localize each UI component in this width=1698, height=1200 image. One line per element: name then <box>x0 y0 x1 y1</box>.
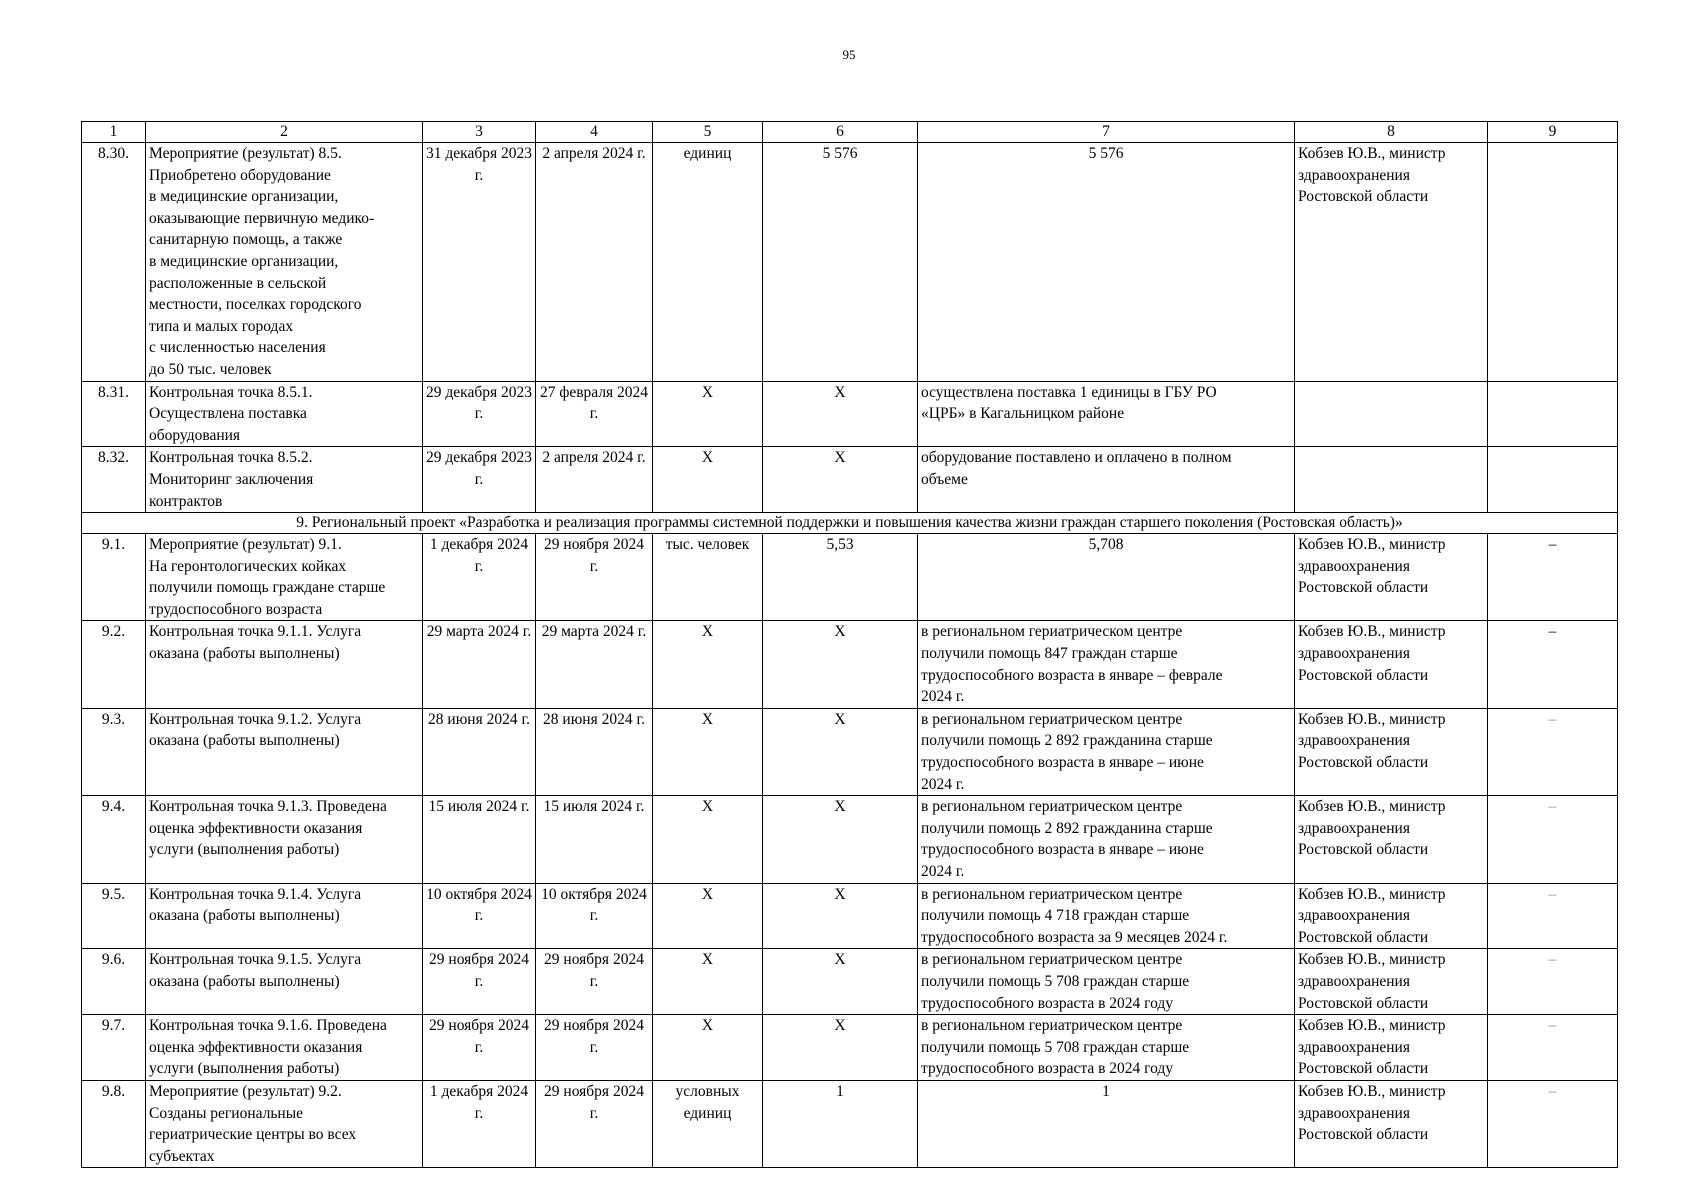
table-row <box>82 534 1618 621</box>
cell-row-number: 9.4. <box>82 796 146 883</box>
table-row <box>82 949 1618 1015</box>
cell-actual-value: 5 576 <box>918 143 1295 382</box>
cell-row-number: 8.32. <box>82 447 146 513</box>
cell-unit: X <box>653 381 763 447</box>
cell-planned-date: 29 ноября 2024 г. <box>423 949 536 1015</box>
cell-planned-value: X <box>763 447 918 513</box>
cell-planned-value: 5 576 <box>763 143 918 382</box>
cell-unit: единиц <box>653 143 763 382</box>
cell-unit: условных единиц <box>653 1080 763 1167</box>
table-row <box>82 1080 1618 1167</box>
cell-actual-date: 2 апреля 2024 г. <box>536 143 653 382</box>
cell-actual-value: в региональном гериатрическом центре получили помощь 847 граждан старше трудоспособного возраста в январе – феврале 2024 г. <box>918 621 1295 708</box>
cell-actual-date: 15 июля 2024 г. <box>536 796 653 883</box>
cell-planned-date: 10 октября 2024 г. <box>423 883 536 949</box>
cell-actual-date: 2 апреля 2024 г. <box>536 447 653 513</box>
cell-row-name: Мероприятие (результат) 9.2. Созданы региональные гериатрические центры во всех субъектах <box>146 1080 423 1167</box>
table-row <box>82 796 1618 883</box>
cell-responsible-person: Кобзев Ю.В., министр здравоохранения Ростовской области <box>1295 883 1488 949</box>
cell-responsible-person: Кобзев Ю.В., министр здравоохранения Ростовской области <box>1295 949 1488 1015</box>
column-header: 7 <box>918 122 1295 143</box>
report-table <box>81 121 1618 1168</box>
column-header-row <box>82 122 1618 143</box>
cell-row-number: 9.2. <box>82 621 146 708</box>
cell-planned-date: 1 декабря 2024 г. <box>423 534 536 621</box>
cell-row-number: 9.5. <box>82 883 146 949</box>
cell-unit: X <box>653 447 763 513</box>
cell-responsible-person: Кобзев Ю.В., министр здравоохранения Ростовской области <box>1295 1015 1488 1081</box>
cell-actual-value: 5,708 <box>918 534 1295 621</box>
column-header: 8 <box>1295 122 1488 143</box>
page-number: 95 <box>842 47 856 62</box>
cell-unit: X <box>653 883 763 949</box>
cell-note: – <box>1488 796 1618 883</box>
column-header: 9 <box>1488 122 1618 143</box>
cell-responsible-person: Кобзев Ю.В., министр здравоохранения Ростовской области <box>1295 796 1488 883</box>
table-row <box>82 621 1618 708</box>
cell-responsible-person: Кобзев Ю.В., министр здравоохранения Ростовской области <box>1295 534 1488 621</box>
cell-planned-value: X <box>763 883 918 949</box>
cell-unit: X <box>653 708 763 795</box>
cell-row-name: Контрольная точка 9.1.2. Услуга оказана (работы выполнены) <box>146 708 423 795</box>
cell-note: – <box>1488 1080 1618 1167</box>
cell-row-number: 9.8. <box>82 1080 146 1167</box>
cell-unit: X <box>653 621 763 708</box>
cell-note: – <box>1488 534 1618 621</box>
cell-planned-date: 15 июля 2024 г. <box>423 796 536 883</box>
cell-row-name: Мероприятие (результат) 9.1. На геронтологических койках получили помощь граждане старше трудоспособного возраста <box>146 534 423 621</box>
cell-planned-value: X <box>763 708 918 795</box>
cell-row-name: Контрольная точка 9.1.4. Услуга оказана (работы выполнены) <box>146 883 423 949</box>
cell-actual-value: в региональном гериатрическом центре получили помощь 2 892 гражданина старше трудоспособного возраста в январе – июне 2024 г. <box>918 796 1295 883</box>
cell-note <box>1488 381 1618 447</box>
cell-row-number: 9.7. <box>82 1015 146 1081</box>
cell-unit: X <box>653 949 763 1015</box>
cell-actual-value: осуществлена поставка 1 единицы в ГБУ РО «ЦРБ» в Кагальницком районе <box>918 381 1295 447</box>
cell-row-name: Контрольная точка 8.5.1. Осуществлена поставка оборудования <box>146 381 423 447</box>
column-header: 4 <box>536 122 653 143</box>
table-row <box>82 1015 1618 1081</box>
cell-responsible-person: Кобзев Ю.В., министр здравоохранения Ростовской области <box>1295 708 1488 795</box>
cell-row-name: Мероприятие (результат) 8.5. Приобретено оборудование в медицинские организации, оказывающие первичную медико- санитарную помощь, а также в медицинские организации, расположенные в сельской местности, поселках городского типа и малых городах с численностью населения до 50 тыс. человек <box>146 143 423 382</box>
cell-planned-value: 5,53 <box>763 534 918 621</box>
cell-row-number: 8.31. <box>82 381 146 447</box>
cell-row-name: Контрольная точка 9.1.1. Услуга оказана (работы выполнены) <box>146 621 423 708</box>
cell-row-name: Контрольная точка 9.1.6. Проведена оценка эффективности оказания услуги (выполнения работы) <box>146 1015 423 1081</box>
cell-planned-value: X <box>763 381 918 447</box>
cell-responsible-person <box>1295 381 1488 447</box>
table-row <box>82 708 1618 795</box>
cell-planned-value: 1 <box>763 1080 918 1167</box>
table-row <box>82 883 1618 949</box>
cell-actual-value: 1 <box>918 1080 1295 1167</box>
cell-actual-date: 29 ноября 2024 г. <box>536 1015 653 1081</box>
cell-note <box>1488 143 1618 382</box>
cell-note: – <box>1488 949 1618 1015</box>
column-header: 5 <box>653 122 763 143</box>
cell-planned-value: X <box>763 949 918 1015</box>
cell-row-name: Контрольная точка 9.1.5. Услуга оказана (работы выполнены) <box>146 949 423 1015</box>
cell-note <box>1488 447 1618 513</box>
cell-planned-value: X <box>763 796 918 883</box>
cell-actual-value: в региональном гериатрическом центре получили помощь 2 892 гражданина старше трудоспособного возраста в январе – июне 2024 г. <box>918 708 1295 795</box>
cell-actual-value: в региональном гериатрическом центре получили помощь 4 718 граждан старше трудоспособного возраста за 9 месяцев 2024 г. <box>918 883 1295 949</box>
column-header: 3 <box>423 122 536 143</box>
table-row <box>82 447 1618 513</box>
cell-note: – <box>1488 883 1618 949</box>
cell-unit: тыс. человек <box>653 534 763 621</box>
cell-actual-date: 29 ноября 2024 г. <box>536 949 653 1015</box>
cell-planned-value: X <box>763 1015 918 1081</box>
cell-planned-date: 31 декабря 2023 г. <box>423 143 536 382</box>
cell-row-number: 8.30. <box>82 143 146 382</box>
section-title: 9. Региональный проект «Разработка и реализация программы системной поддержки и повышения качества жизни граждан старшего поколения (Ростовская область)» <box>82 513 1618 534</box>
cell-responsible-person <box>1295 447 1488 513</box>
cell-actual-date: 28 июня 2024 г. <box>536 708 653 795</box>
section-row <box>82 513 1618 534</box>
cell-responsible-person: Кобзев Ю.В., министр здравоохранения Ростовской области <box>1295 1080 1488 1167</box>
cell-responsible-person: Кобзев Ю.В., министр здравоохранения Ростовской области <box>1295 621 1488 708</box>
cell-unit: X <box>653 796 763 883</box>
cell-note: – <box>1488 708 1618 795</box>
table-row <box>82 143 1618 382</box>
cell-row-number: 9.1. <box>82 534 146 621</box>
cell-actual-date: 29 марта 2024 г. <box>536 621 653 708</box>
cell-planned-date: 1 декабря 2024 г. <box>423 1080 536 1167</box>
cell-note: – <box>1488 621 1618 708</box>
cell-actual-date: 29 ноября 2024 г. <box>536 534 653 621</box>
table-row <box>82 381 1618 447</box>
cell-planned-value: X <box>763 621 918 708</box>
column-header: 1 <box>82 122 146 143</box>
cell-responsible-person: Кобзев Ю.В., министр здравоохранения Ростовской области <box>1295 143 1488 382</box>
cell-note: – <box>1488 1015 1618 1081</box>
cell-row-number: 9.3. <box>82 708 146 795</box>
column-header: 6 <box>763 122 918 143</box>
cell-row-name: Контрольная точка 9.1.3. Проведена оценка эффективности оказания услуги (выполнения работы) <box>146 796 423 883</box>
cell-planned-date: 29 декабря 2023 г. <box>423 447 536 513</box>
cell-row-number: 9.6. <box>82 949 146 1015</box>
cell-actual-date: 29 ноября 2024 г. <box>536 1080 653 1167</box>
cell-planned-date: 28 июня 2024 г. <box>423 708 536 795</box>
cell-actual-date: 27 февраля 2024 г. <box>536 381 653 447</box>
cell-actual-value: в региональном гериатрическом центре получили помощь 5 708 граждан старше трудоспособного возраста в 2024 году <box>918 1015 1295 1081</box>
cell-actual-value: оборудование поставлено и оплачено в полном объеме <box>918 447 1295 513</box>
column-header: 2 <box>146 122 423 143</box>
cell-planned-date: 29 ноября 2024 г. <box>423 1015 536 1081</box>
cell-planned-date: 29 марта 2024 г. <box>423 621 536 708</box>
cell-row-name: Контрольная точка 8.5.2. Мониторинг заключения контрактов <box>146 447 423 513</box>
cell-actual-value: в региональном гериатрическом центре получили помощь 5 708 граждан старше трудоспособного возраста в 2024 году <box>918 949 1295 1015</box>
cell-unit: X <box>653 1015 763 1081</box>
cell-planned-date: 29 декабря 2023 г. <box>423 381 536 447</box>
cell-actual-date: 10 октября 2024 г. <box>536 883 653 949</box>
